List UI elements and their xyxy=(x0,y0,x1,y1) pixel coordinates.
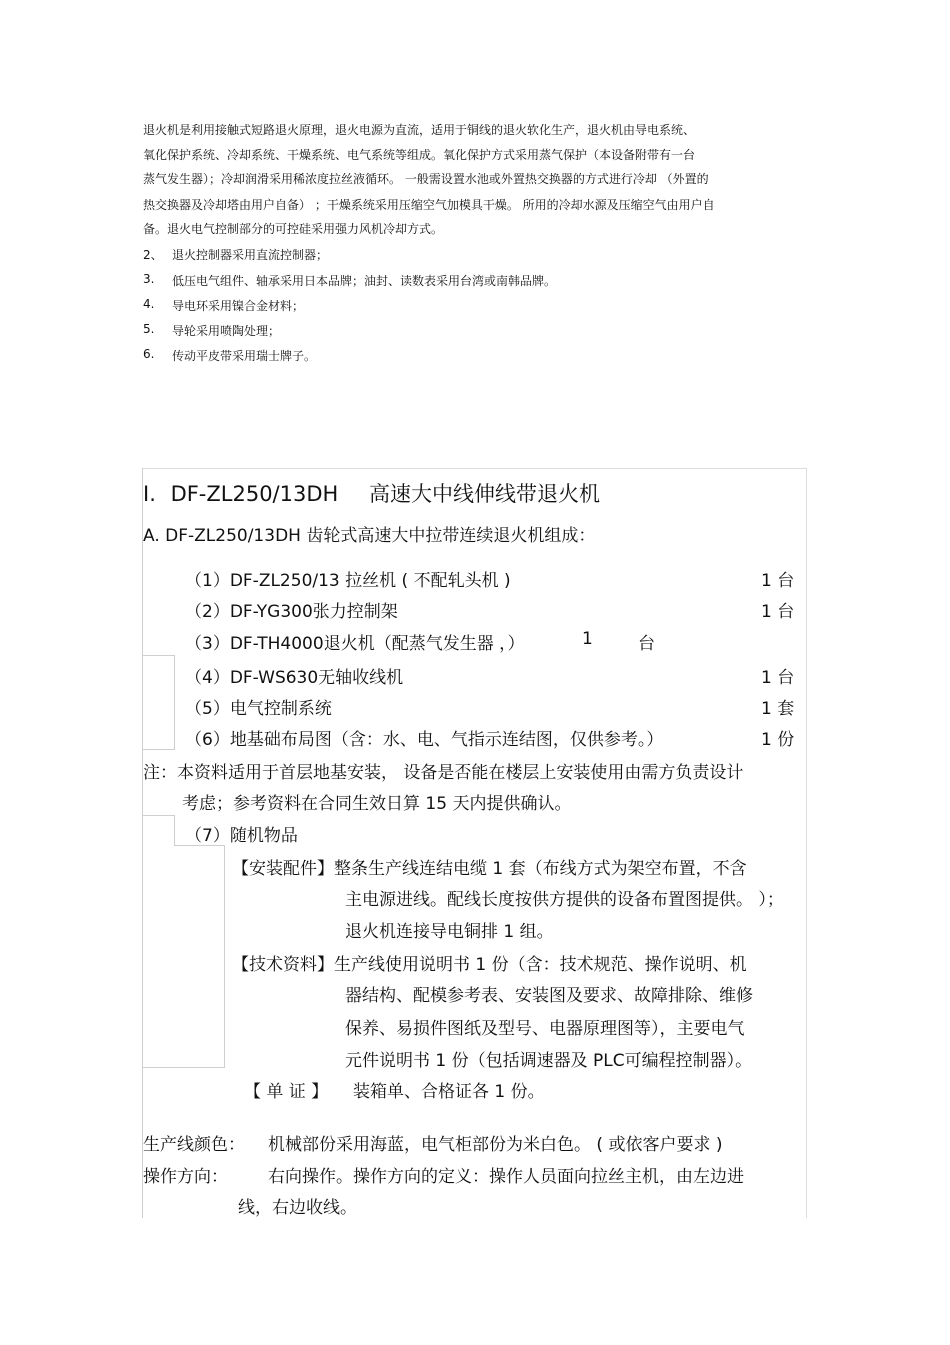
list-item-number: 6. xyxy=(143,347,155,361)
install-line: 主电源进线。配线长度按供方提供的设备布置图提供。 ）； xyxy=(345,890,784,910)
heading-model: DF-ZL250/13DH xyxy=(170,482,339,506)
component-label: （4）DF-WS630无轴收线机 xyxy=(185,668,404,688)
component-qty-unit: 台 xyxy=(638,634,655,654)
frame-left-border xyxy=(142,468,143,1218)
bracket-line xyxy=(142,1067,225,1068)
bracket-line xyxy=(174,815,175,845)
component-label: （5）电气控制系统 xyxy=(185,699,332,719)
component-qty: 1 台 xyxy=(761,602,795,622)
list-item-text: 导电环采用镍合金材料； xyxy=(172,299,305,313)
note-line: 考虑；参考资料在合同生效日算 15 天内提供确认。 xyxy=(182,794,572,814)
certificates-text: 装箱单、合格证各 1 份。 xyxy=(353,1082,545,1102)
install-label: 【安装配件】 xyxy=(232,859,334,879)
color-text: 机械部份采用海蓝，电气柜部份为米白色。 ( 或依客户要求 ) xyxy=(268,1135,723,1155)
list-item-text: 低压电气组件、轴承采用日本品牌；油封、读数表采用台湾或南韩品牌。 xyxy=(172,274,557,288)
accessories-heading: （7）随机物品 xyxy=(185,826,298,846)
bracket-line xyxy=(142,815,175,816)
tech-docs-line: 元件说明书 1 份（包括调速器及 PLC可编程控制器）。 xyxy=(345,1051,753,1071)
install-line: 整条生产线连结电缆 1 套（布线方式为架空布置，不含 xyxy=(334,859,747,879)
bracket-line xyxy=(224,845,225,1067)
bracket-line xyxy=(142,655,175,656)
list-item-text: 导轮采用喷陶处理； xyxy=(172,324,281,338)
list-item-text: 传动平皮带采用瑞士牌子。 xyxy=(172,349,317,363)
bracket-line xyxy=(142,749,175,750)
direction-text: 右向操作。操作方向的定义：操作人员面向拉丝主机，由左边进 xyxy=(268,1167,744,1187)
component-qty: 1 台 xyxy=(761,668,795,688)
tech-docs-label: 【技术资料】 xyxy=(232,955,334,975)
direction-label: 操作方向： xyxy=(143,1167,228,1187)
tech-docs-line: 保养、易损件图纸及型号、电器原理图等），主要电气 xyxy=(345,1019,745,1039)
list-item-text: 退火控制器采用直流控制器； xyxy=(172,248,329,262)
direction-text: 线，右边收线。 xyxy=(238,1198,357,1218)
intro-line: 退火机是利用接触式短路退火原理，退火电源为直流，适用于铜线的退火软化生产，退火机由导电系统、 xyxy=(143,123,696,137)
install-line: 退火机连接导电铜排 1 组。 xyxy=(345,922,554,942)
component-qty: 1 台 xyxy=(761,571,795,591)
certificates-label: 【 单 证 】 xyxy=(244,1082,329,1102)
heading-number: I. xyxy=(143,482,156,506)
section-subheading: A. DF-ZL250/13DH 齿轮式高速大中拉带连续退火机组成： xyxy=(143,526,596,546)
intro-line: 热交换器及冷却塔由用户自备） ；干燥系统采用压缩空气加模具干燥。 所用的冷却水源及压缩空气由用户自 xyxy=(143,198,715,212)
intro-line: 备。退火电气控制部分的可控硅采用强力风机冷却方式。 xyxy=(143,222,444,236)
list-item-number: 3. xyxy=(143,272,155,286)
bracket-line xyxy=(174,655,175,749)
component-label: （2）DF-YG300张力控制架 xyxy=(185,602,398,622)
tech-docs-line: 生产线使用说明书 1 份（含：技术规范、操作说明、机 xyxy=(334,955,747,975)
color-label: 生产线颜色： xyxy=(143,1135,245,1155)
intro-line: 蒸气发生器）；冷却润滑采用稀浓度拉丝液循环。 一般需设置水池或外置热交换器的方式进行冷却 （外置的 xyxy=(143,172,709,186)
tech-docs-line: 器结构、配模参考表、安装图及要求、故障排除、维修 xyxy=(345,986,753,1006)
component-qty: 1 套 xyxy=(761,699,795,719)
intro-line: 氧化保护系统、冷却系统、干燥系统、电气系统等组成。氧化保护方式采用蒸气保护（本设备附带有一台 xyxy=(143,148,696,162)
note-line: 注：本资料适用于首层地基安装， 设备是否能在楼层上安装使用由需方负责设计 xyxy=(143,763,744,783)
component-qty: 1 份 xyxy=(761,730,795,750)
section-heading xyxy=(143,478,600,508)
component-label: （3）DF-TH4000退火机（配蒸气发生器 ，） xyxy=(185,634,525,654)
component-label: （1）DF-ZL250/13 拉丝机 ( 不配轧头机 ) xyxy=(185,571,511,591)
list-item-number: 4. xyxy=(143,297,155,311)
list-item-number: 2、 xyxy=(143,248,163,262)
list-item-number: 5. xyxy=(143,322,155,336)
heading-title: 高速大中线伸线带退火机 xyxy=(369,482,601,506)
component-qty: 1 xyxy=(582,629,593,649)
component-label: （6）地基础布局图（含：水、电、气指示连结图，仅供参考。） xyxy=(185,730,664,750)
